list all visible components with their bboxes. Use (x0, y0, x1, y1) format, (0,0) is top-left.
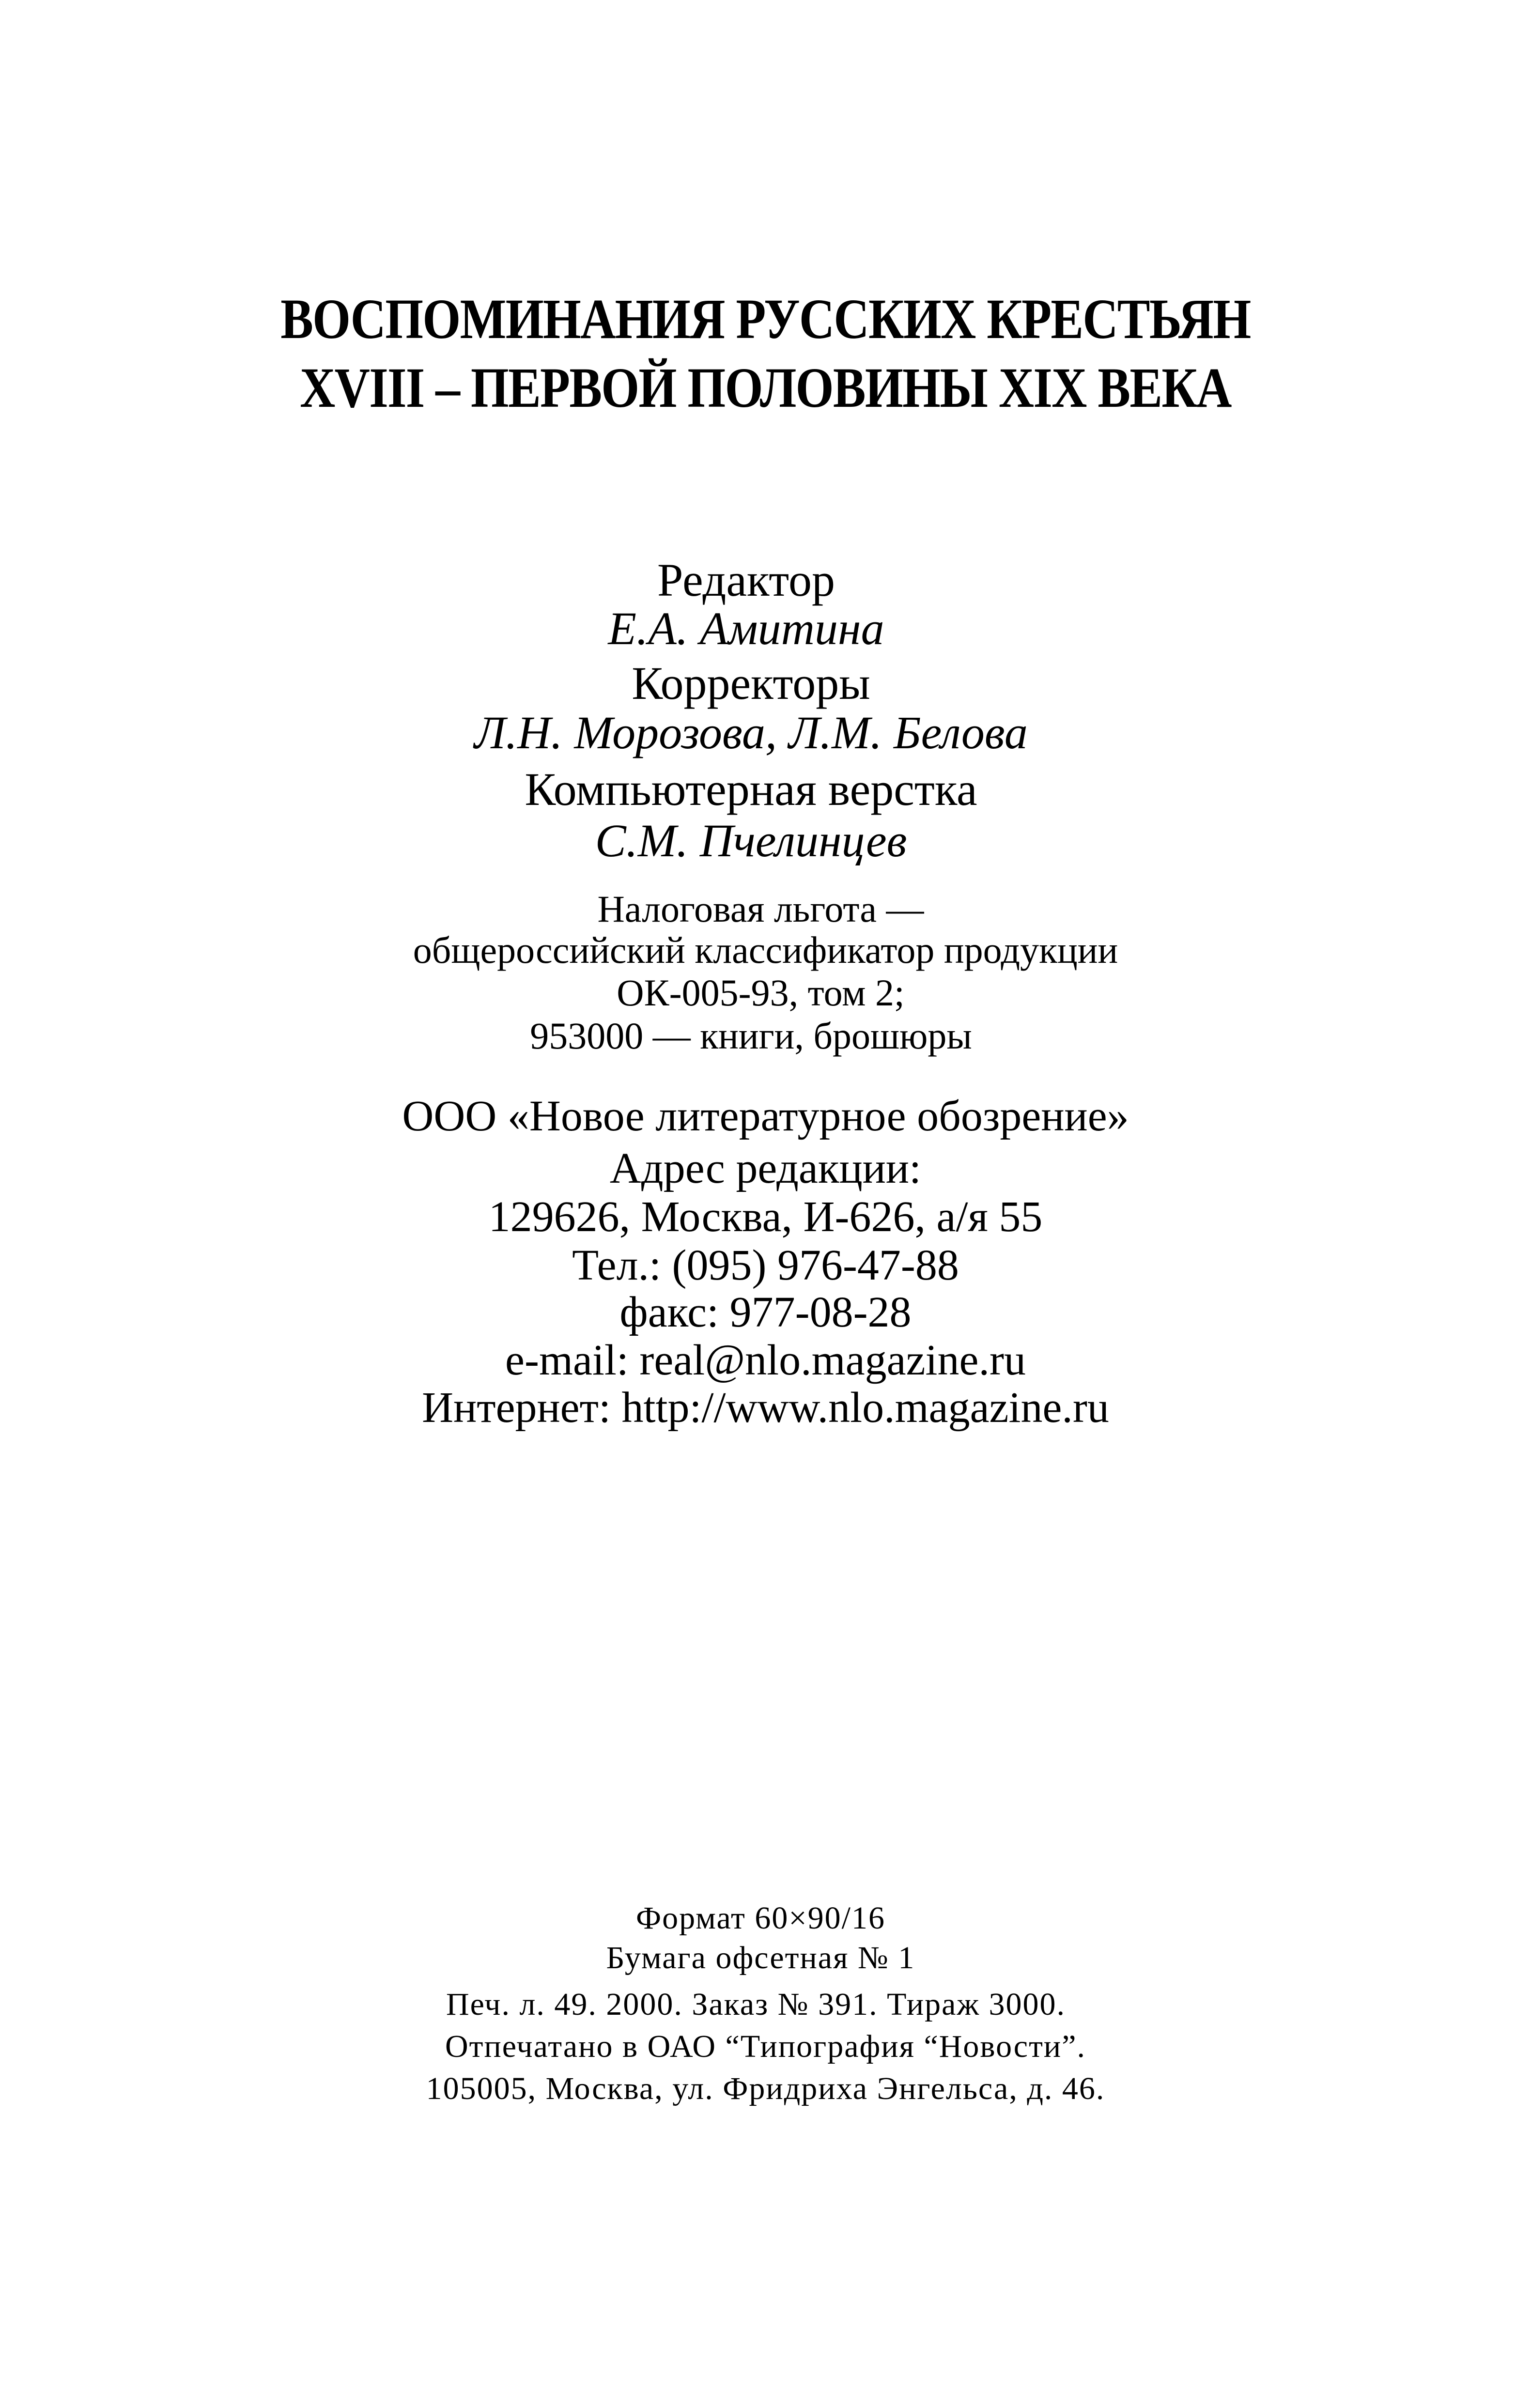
tax-line-1: Налоговая льгота — (597, 888, 924, 930)
publisher-name: ООО «Новое литературное обозрение» (402, 1092, 1129, 1140)
correctors-names: Л.Н. Морозова, Л.М. Белова (474, 707, 1028, 758)
correctors-role: Корректоры (632, 657, 870, 709)
imprint-format: Формат 60×90/16 (636, 1900, 885, 1936)
imprint-paper: Бумага офсетная № 1 (606, 1940, 915, 1976)
imprint-printer-address: 105005, Москва, ул. Фридриха Энгельса, д. 46. (426, 2071, 1105, 2106)
layout-role: Компьютерная верстка (525, 763, 977, 815)
imprint-printed-at: Отпечатано в ОАО “Типография “Новости”. (445, 2029, 1086, 2064)
publisher-fax: факс: 977-08-28 (619, 1288, 912, 1336)
imprint-print-info: Печ. л. 49. 2000. Заказ № 391. Тираж 3000. (446, 1987, 1066, 2022)
book-title-line-2: XVIII – ПЕРВОЙ ПОЛОВИНЫ XIX ВЕКА (300, 356, 1231, 419)
publisher-address-label: Адрес редакции: (609, 1144, 922, 1192)
editor-role: Редактор (657, 554, 835, 606)
publisher-internet: Интернет: http://www.nlo.magazine.ru (422, 1384, 1109, 1432)
book-title-line-1: ВОСПОМИНАНИЯ РУССКИХ КРЕСТЬЯН (280, 287, 1251, 351)
tax-line-3: ОК-005-93, том 2; (617, 972, 905, 1014)
tax-line-4: 953000 — книги, брошюры (530, 1015, 972, 1057)
editor-name: Е.А. Амитина (608, 602, 884, 654)
layout-name: С.М. Пчелинцев (595, 815, 907, 866)
publisher-phone: Тел.: (095) 976-47-88 (572, 1241, 959, 1289)
publisher-email: e-mail: real@nlo.magazine.ru (505, 1336, 1026, 1384)
tax-line-2: общероссийский классификатор продукции (413, 929, 1118, 971)
publisher-address: 129626, Москва, И-626, а/я 55 (488, 1193, 1043, 1241)
